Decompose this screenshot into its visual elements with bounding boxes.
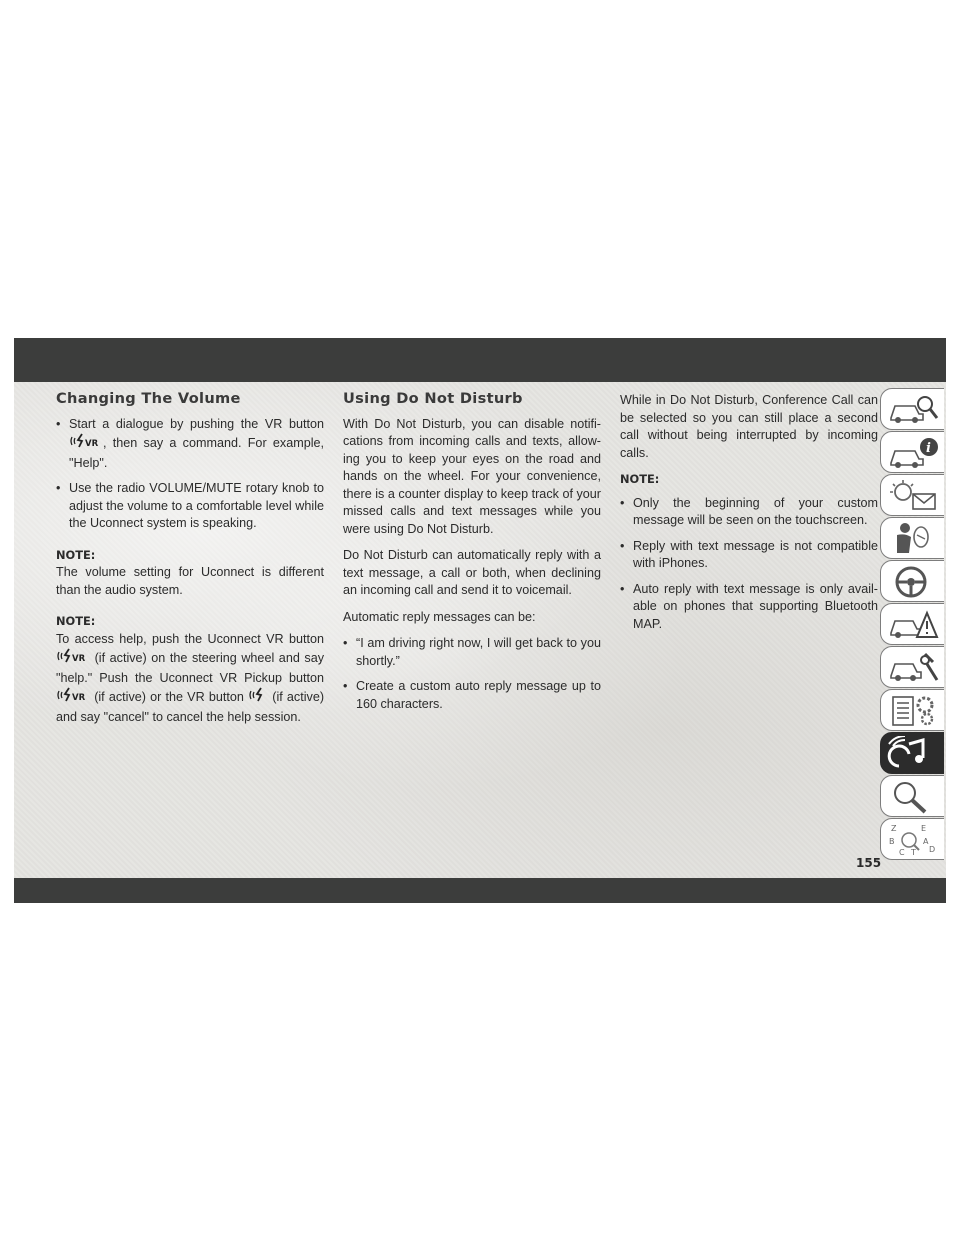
column-do-not-disturb [343,390,601,722]
tab-customer-assistance[interactable] [880,775,944,817]
vr-button-icon [70,433,102,455]
paragraph: Do Not Disturb can automatically reply with a text message, a call or both, when declining an incoming call and send it to voicemail. [343,548,601,597]
paragraph: While in Do Not Disturb, Conference Call can be selected so you can still place a second call without being interrupted by incoming calls. [620,393,878,460]
tab-instrument-panel[interactable] [880,474,944,516]
note-text-help: To access help, push the Uconnect VR button VR (if active) on the steering wheel and say "help." Push the Uconnect VR Pickup button VR (if active) or the VR button (if active) and say "cancel" to cancel the help session. [56,631,325,724]
tab-multimedia[interactable] [880,732,944,774]
specifications-gear-icon [887,693,941,729]
note-bullet-list [620,495,878,634]
car-warning-triangle-icon [887,607,941,643]
list-item: • Auto reply with text message is only avail-able on phones that supporting Bluetooth MAP. [620,581,878,634]
column-changing-volume [56,390,324,735]
tab-in-case-of-emergency[interactable] [880,603,944,645]
car-search-icon [887,392,941,428]
index-letter: B [889,837,895,846]
index-letter: C [899,848,905,857]
svg-text:VR: VR [72,654,86,664]
note-label: NOTE: [620,472,660,486]
column-conference-call [620,392,878,642]
multimedia-music-icon [887,736,941,772]
header-band [14,338,946,382]
svg-text:i: i [926,441,931,456]
car-info-icon [887,435,941,471]
list-item: • Create a custom auto reply message up to 160 characters. [343,678,601,713]
list-item: • Reply with text message is not compatible with iPhones. [620,538,878,573]
section-title-changing-volume: Changing The Volume [56,390,241,407]
note-text: The volume setting for Uconnect is different than the audio system. [56,565,324,597]
svg-text:VR: VR [85,439,99,449]
car-wrench-icon [887,650,941,686]
warning-light-message-icon [887,478,941,514]
reply-bullet-list [343,635,601,713]
magnifier-search-icon [887,779,941,815]
occupant-airbag-icon [887,521,941,557]
note-label: NOTE: [56,614,96,628]
paragraph: Automatic reply messages can be: [343,609,536,624]
index-letter: D [929,845,936,854]
page-number: 155 [856,856,882,870]
tab-safety[interactable] [880,517,944,559]
vr-pickup-button-icon [57,687,89,709]
alphabet-index-icon [887,822,941,858]
list-item: • Start a dialogue by pushing the VR button VR , then say a command. For example, "Help". [56,416,324,473]
index-letter: Z [891,824,897,833]
vr-button-icon [57,648,89,670]
volume-bullet-list [56,416,324,533]
note-label: NOTE: [56,547,96,562]
section-title-do-not-disturb: Using Do Not Disturb [343,390,523,407]
paragraph: With Do Not Disturb, you can disable notifi-cations from incoming calls and texts, allow-ing you to keep your eyes on the road and hands on the wheel. For your convenience, there is a counter display to keep track of your missed calls and text messages while you were using Do Not Disturb. [343,416,601,536]
tab-servicing-maintenance[interactable] [880,646,944,688]
list-item: • Only the beginning of your custom message will be seen on the touchscreen. [620,495,878,530]
tab-specifications[interactable] [880,689,944,731]
svg-text:VR: VR [72,693,86,703]
tab-index[interactable] [880,818,944,860]
index-letter: E [921,824,927,833]
list-item: • “I am driving right now, I will get back to you shortly.” [343,635,601,670]
list-item: • Use the radio VOLUME/MUTE rotary knob to adjust the volume to a comfortable level while the Uconnect system is speaking. [56,480,324,533]
steering-wheel-icon [887,564,941,600]
tab-getting-to-know[interactable] [880,388,944,430]
chapter-tabs [880,388,946,861]
tab-starting-operating[interactable] [880,560,944,602]
voice-recognition-icon [249,687,267,709]
index-letter: T [911,848,916,857]
footer-band [14,878,946,903]
tab-vehicle-info[interactable] [880,431,944,473]
index-letter: A [923,837,929,846]
